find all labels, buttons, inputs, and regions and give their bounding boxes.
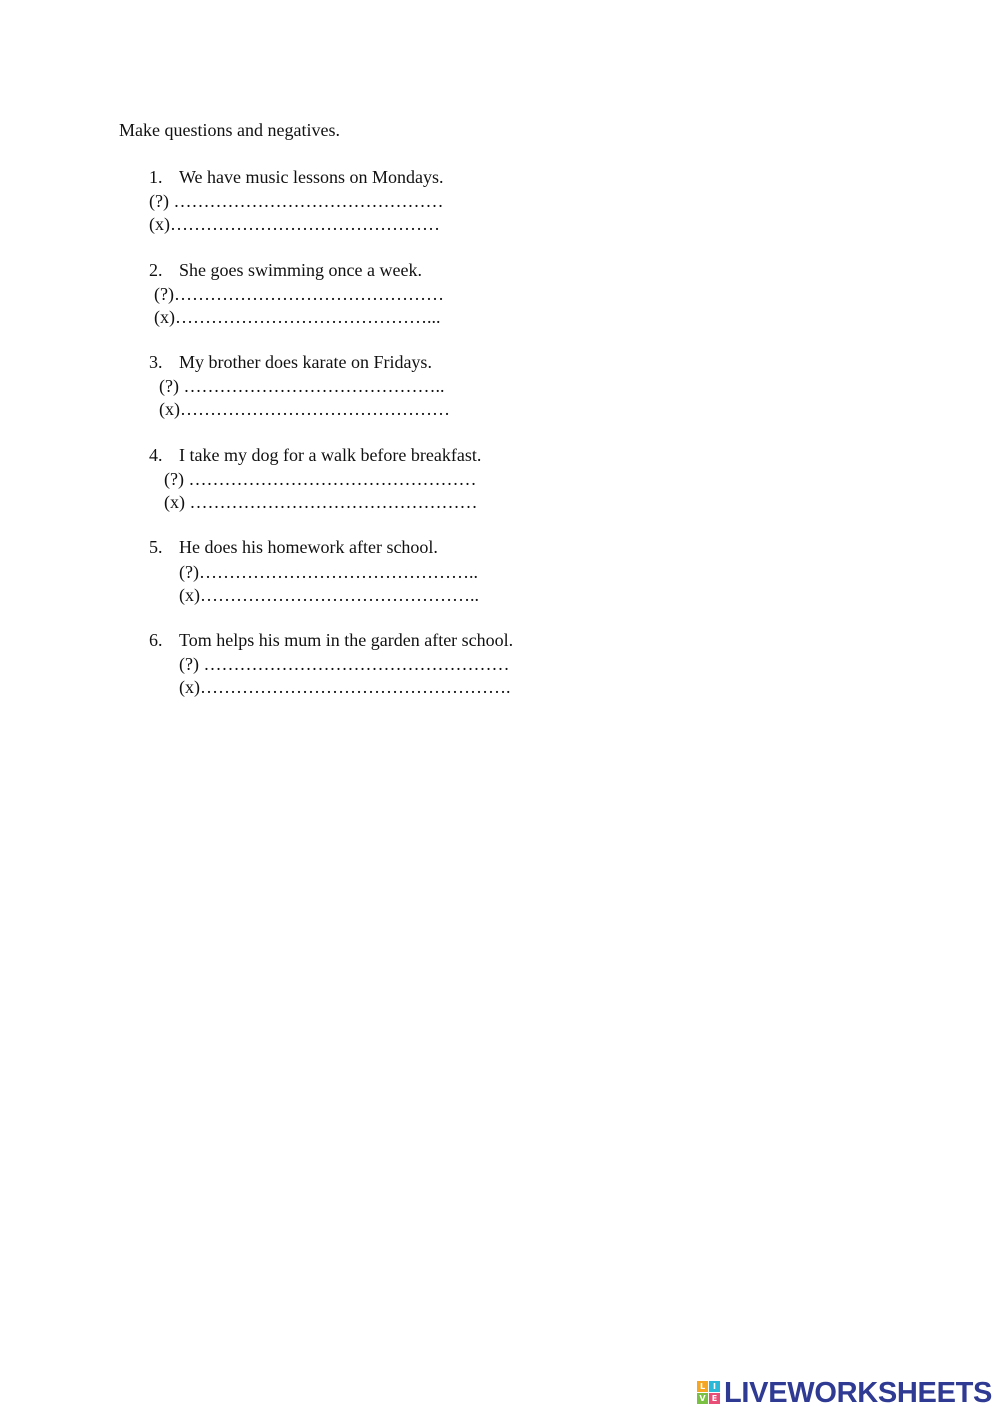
question-answer-line[interactable]: (?) ………………………………………… xyxy=(164,469,477,489)
logo-tile: V xyxy=(697,1393,708,1404)
logo-tile: L xyxy=(697,1381,708,1392)
negative-answer-line[interactable]: (x) ………………………………………… xyxy=(164,492,478,512)
exercise-item-sentence xyxy=(149,443,481,467)
liveworksheets-logo xyxy=(697,1376,992,1410)
question-answer-line[interactable]: (?)……………………………………….. xyxy=(179,562,478,582)
logo-tile: E xyxy=(709,1393,720,1404)
item-number: 4. xyxy=(149,445,163,465)
item-number: 6. xyxy=(149,630,163,650)
question-answer-line[interactable]: (?) …………………………………….. xyxy=(159,376,445,396)
sentence-text: I take my dog for a walk before breakfast. xyxy=(179,445,482,465)
logo-tile: I xyxy=(709,1381,720,1392)
logo-wordmark: LIVEWORKSHEETS xyxy=(724,1377,993,1409)
question-answer-line[interactable]: (?)……………………………………… xyxy=(154,284,444,304)
negative-answer-line[interactable]: (x)……………………………………… xyxy=(149,214,440,234)
sentence-text: We have music lessons on Mondays. xyxy=(179,167,444,187)
sentence-text: He does his homework after school. xyxy=(179,537,438,557)
sentence-text: She goes swimming once a week. xyxy=(179,260,422,280)
item-number: 1. xyxy=(149,167,163,187)
item-number: 5. xyxy=(149,537,163,557)
negative-answer-line[interactable]: (x)……………………………………….. xyxy=(179,585,479,605)
exercise-item-sentence xyxy=(149,165,444,189)
exercise-item-sentence xyxy=(149,350,432,374)
negative-answer-line[interactable]: (x)……………………………………… xyxy=(159,399,450,419)
exercise-item-sentence xyxy=(149,258,422,282)
instruction-text: Make questions and negatives. xyxy=(119,120,340,140)
question-answer-line[interactable]: (?) ……………………………………… xyxy=(149,191,444,211)
sentence-text: My brother does karate on Fridays. xyxy=(179,352,432,372)
item-number: 3. xyxy=(149,352,163,372)
sentence-text: Tom helps his mum in the garden after school. xyxy=(179,630,514,650)
negative-answer-line[interactable]: (x)……………………………………... xyxy=(154,307,441,327)
question-answer-line[interactable]: (?) …………………………………………… xyxy=(179,654,510,674)
liveworksheets-logo-icon xyxy=(697,1381,721,1405)
item-number: 2. xyxy=(149,260,163,280)
negative-answer-line[interactable]: (x)……………………………………………. xyxy=(179,677,511,697)
exercise-item-sentence xyxy=(149,535,438,559)
exercise-item-sentence xyxy=(149,628,513,652)
